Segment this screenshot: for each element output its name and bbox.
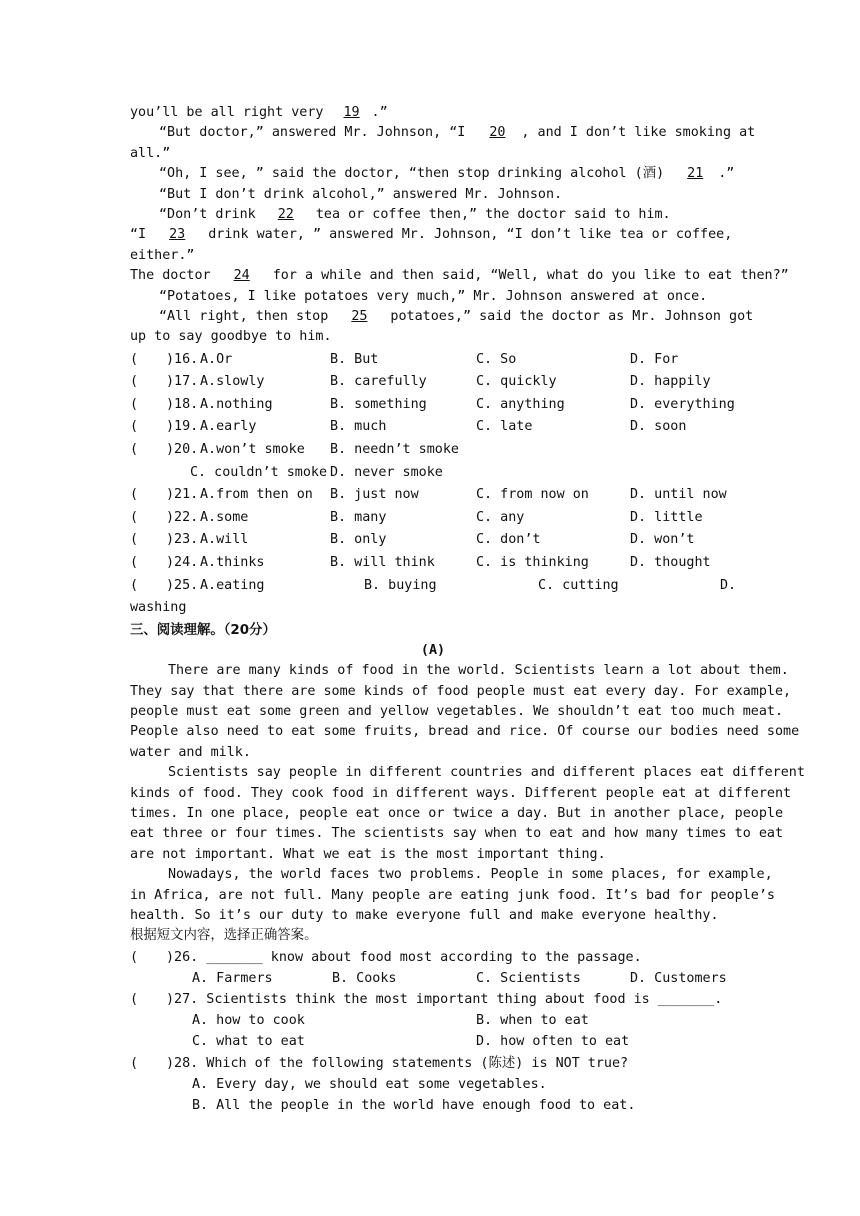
section-heading: 三、阅读理解。（20分） — [130, 622, 276, 638]
paragraph-line: people must eat some green and yellow vegetables. We shouldn’t eat too much meat. — [130, 703, 784, 719]
instruction: 根据短文内容，选择正确答案。 — [130, 928, 318, 944]
blank-24: 24 — [233, 268, 250, 284]
question-19: ( )19. A.early B. much C. late D. soon — [130, 419, 687, 435]
paragraph-line: times. In one place, people eat once or twice a day. But in another place, people — [130, 805, 784, 821]
passage-line: “Potatoes, I like potatoes very much,” Mr. Johnson answered at once. — [159, 288, 708, 304]
paragraph-line: They say that there are some kinds of food people must eat every day. For example, — [130, 683, 792, 699]
passage-line: The doctor 24 for a while and then said, “Well, what do you like to eat then?” — [130, 266, 736, 286]
paragraph-line: People also need to eat some fruits, bread and rice. Of course our bodies need some — [130, 724, 800, 740]
blank-22: 22 — [277, 206, 294, 222]
question-26-options: A. Farmers B. Cooks C. Scientists D. Customers — [192, 970, 727, 986]
passage-line: “Oh, I see, ” said the doctor, “then stop drinking alcohol (酒) 21 .” — [130, 164, 736, 184]
passage-line: “I 23 drink water, ” answered Mr. Johnson, “I don’t like tea or coffee, — [130, 225, 736, 245]
paragraph-line: Nowadays, the world faces two problems. People in some places, for example, — [168, 867, 773, 883]
question-16: ( )16. A.Or B. But C. So D. For — [130, 351, 679, 367]
blank-21: 21 — [687, 166, 704, 182]
question-27: ( )27. Scientists think the most important thing about food is _______. — [130, 992, 723, 1008]
question-20-cont: C. couldn’t smoke D. never smoke — [190, 464, 443, 480]
paragraph-line: kinds of food. They cook food in different ways. Different people eat at different — [130, 785, 792, 801]
passage-line: all.” — [130, 145, 171, 161]
blank-19: 19 — [343, 105, 360, 120]
question-26: ( )26. _______ know about food most according to the passage. — [130, 949, 642, 965]
cloze-questions — [130, 349, 736, 620]
blank-25: 25 — [351, 308, 368, 324]
question-24: ( )24. A.thinks B. will think C. is thinking D. thought — [130, 555, 711, 571]
paragraph-line: are not important. What we eat is the most important thing. — [130, 846, 606, 862]
question-28: ( )28. Which of the following statements (陈述) is NOT true? — [130, 1055, 629, 1071]
paragraph-line: in Africa, are not full. Many people are eating junk food. It’s bad for people’s — [130, 887, 775, 903]
blank-20: 20 — [489, 125, 506, 141]
passage-line: “All right, then stop 25 potatoes,” said the doctor as Mr. Johnson got — [130, 307, 736, 327]
passage-line: “Don’t drink 22 tea or coffee then,” the doctor said to him. — [130, 205, 736, 225]
passage-line: up to say goodbye to him. — [130, 329, 332, 345]
question-23: ( )23. A.will B. only C. don’t D. won’t — [130, 532, 695, 548]
cloze-passage — [130, 103, 789, 348]
question-25-cont: washing — [130, 600, 187, 616]
reading-questions — [130, 947, 736, 1117]
question-27-options-row1: A. how to cook B. when to eat — [192, 1013, 589, 1029]
question-20: ( )20. A.won’t smoke B. needn’t smoke — [130, 442, 459, 458]
question-27-options-row2: C. what to eat D. how often to eat — [192, 1034, 630, 1050]
paragraph-line: eat three or four times. The scientists say when to eat and how many times to eat — [130, 826, 784, 842]
passage-line: “But I don’t drink alcohol,” answered Mr. Johnson. — [159, 186, 563, 202]
passage-line: “But doctor,” answered Mr. Johnson, “I 20 , and I don’t like smoking at — [130, 123, 736, 143]
passage-line: either.” — [130, 247, 195, 263]
paragraph-line: Scientists say people in different countries and different places eat different — [168, 765, 805, 781]
question-25: ( )25. A.eating B. buying C. cutting D. — [130, 577, 737, 593]
passage-line: you’ll be all right very 19 .” — [130, 103, 736, 123]
exam-page — [130, 103, 805, 1116]
reading-passage — [130, 661, 805, 926]
question-18: ( )18. A.nothing B. something C. anything D. everything — [130, 396, 735, 412]
question-28-option-a: A. Every day, we should eat some vegetables. — [192, 1076, 547, 1092]
paragraph-line: water and milk. — [130, 744, 251, 760]
blank-23: 23 — [169, 227, 186, 243]
question-21: ( )21. A.from then on B. just now C. from now on D. until now — [130, 487, 727, 503]
passage-label: (A) — [420, 642, 446, 658]
question-17: ( )17. A.slowly B. carefully C. quickly D. happily — [130, 374, 711, 390]
question-28-option-b: B. All the people in the world have enough food to eat. — [192, 1097, 636, 1113]
paragraph-line: There are many kinds of food in the world. Scientists learn a lot about them. — [168, 663, 789, 679]
question-22: ( )22. A.some B. many C. any D. little — [130, 509, 703, 525]
paragraph-line: health. So it’s our duty to make everyone full and make everyone healthy. — [130, 907, 719, 923]
